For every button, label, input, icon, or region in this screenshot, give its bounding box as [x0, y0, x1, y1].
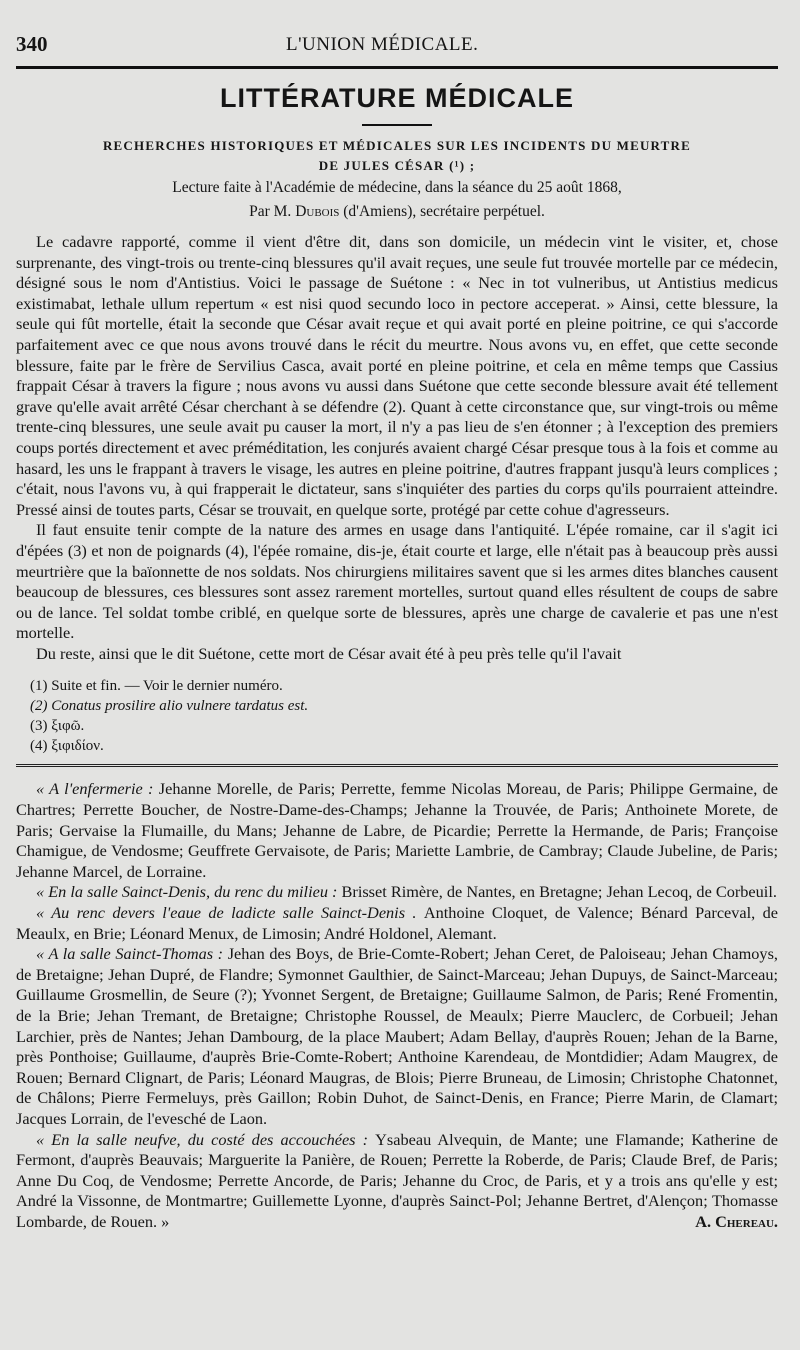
hospital-list — [16, 779, 778, 1232]
footnote — [30, 696, 778, 716]
ward-name: « Au renc devers l'eaue de ladicte salle Sainct-Denis . — [36, 903, 424, 923]
patient-names: Anthoine Cloquet, de Valence; Bénard Parceval, de Meaulx, en Brie; Léonard Menux, de Limosin; André Holdonel, Alemant. — [16, 903, 778, 943]
ward-name: « En la salle Sainct-Denis, du renc du milieu : — [36, 882, 342, 902]
footnote: (3) ξιφῶ. — [30, 718, 85, 735]
author-name: Dubois — [295, 203, 340, 220]
patient-names: Ysabeau Alvequin, de Mante; une Flamande; Katherine de Fermont, d'auprès Beauvais; Marguerite la Panière, de Rouen; Perrette la Roberde, de Paris; Claude Bref, de Paris; Anne Du Coq, de Vendosme; Perrette Ancorde, de Paris; Jehanne du Croc, de Paris, et y a trois ans qu'elle y est; André la Vissonne, de Montmartre; Guillemette Lyonne, d'auprès Sainct-Pol; Jehanne Bertret, d'Alençon; Thomasse Lombarde, de Rouen. » — [16, 1129, 778, 1231]
title-divider — [362, 124, 432, 126]
patient-names: Brisset Rimère, de Nantes, en Bretagne; Jehan Lecoq, de Corbeuil. — [341, 882, 777, 902]
header-rule — [16, 66, 778, 69]
subtitle-line-2 — [16, 200, 778, 224]
list-item — [16, 1130, 778, 1233]
patient-names: Jehanne Morelle, de Paris; Perrette, femme Nicolas Moreau, de Paris; Philippe Germaine, de Chartres; Perrette Boucher, de Nostre-Dame-des-Champs; Jehanne la Trouvée, de Paris; Anthoinete Morete, de Paris; Gervaise la Flumaille, du Mans; Jehanne de Labre, de Picardie; Perrette la Hermande, de Paris; Françoise Chamigue, de Vendosme; Geuffrete Gervaisote, de Paris; Mariette Lambrie, de Cambray; Claude Jubeline, de Paris; Jehanne Marcel, de Lorraine. — [16, 779, 779, 881]
author-signature: A. Chereau. — [695, 1211, 778, 1231]
article-subtitle — [16, 176, 778, 224]
section-separator — [16, 764, 778, 767]
list-item — [16, 882, 778, 903]
paragraph: Il faut ensuite tenir compte de la nature des armes en usage dans l'antiquité. L'épée romaine, car il s'agit ici d'épées (3) et non de poignards (4), l'épée romaine, dis-je, était courte et large, elle n'était pas à beaucoup près aussi meurtrière que la baïonnette de nos soldats. Nos chirurgiens militaires savent que si les armes dites blanches causent beaucoup de blessures, ces blessures sont assez rarement mortelles, surtout quand elles résultent de coups de sabre ou de lance. Tel soldat tombe criblé, en quelque sorte de blessures, après une charge de cavalerie et pas une n'est mortelle. — [16, 520, 778, 643]
ward-name: « En la salle neufve, du costé des accouchées : — [36, 1129, 376, 1149]
article-title-line-2: DE JULES CÉSAR (¹) ; — [318, 158, 476, 173]
list-item — [16, 903, 778, 944]
article-title — [16, 136, 778, 176]
journal-title: L'UNION MÉDICALE. — [286, 34, 479, 55]
subtitle-suffix: (d'Amiens), secrétaire perpétuel. — [339, 203, 545, 220]
paragraph: Du reste, ainsi que le dit Suétone, cette mort de César avait été à peu près telle qu'il l'avait — [36, 643, 622, 663]
running-head — [16, 28, 778, 62]
footnote: (4) ξιφιδίον. — [30, 738, 104, 755]
page-number: 340 — [16, 32, 48, 56]
article-title-line-1: RECHERCHES HISTORIQUES ET MÉDICALES SUR LES INCIDENTS DU MEURTRE — [102, 138, 692, 153]
subtitle-prefix: Par M. — [249, 203, 296, 220]
article-body — [16, 232, 778, 664]
footnotes — [30, 676, 778, 756]
footnote: (1) Suite et fin. — Voir le dernier numéro. — [30, 678, 283, 695]
paragraph: Le cadavre rapporté, comme il vient d'être dit, dans son domicile, un médecin vint le visiter, et, chose surprenante, des vingt-trois ou trente-cinq blessures qu'il avait reçues, une seule fut trouvée mortelle par ce médecin, désigné sous le nom d'Antistius. Voici le passage de Suétone : « Nec in tot vulneribus, ut Antistius medicus existimabat, lethale ullum repertum « est nisi quod secundo loco in pectore acceperat. » Ainsi, cette blessure, la seule qui fût mortelle, était la seconde que César avait reçue et qui avait porté en pleine poitrine, ce qui s'accorde parfaitement avec ce que nous avons trouvé dans le récit du meurtre. Nous avons vu, en effet, que cette seconde blessure, faite par le frère de Servilius Casca, avait porté en pleine poitrine, et cela en même temps que Cassius frappait César à travers la figure ; nous avons vu aussi dans Suétone que cette seconde blessure avait été tellement grave qu'elle avait arrêté César cherchant à se défendre (2). Quant à cette circonstance que, sur vingt-trois ou même trente-cinq blessures, une seule avait pu causer la mort, il n'y a pas lieu de s'en étonner ; à l'exception des premiers coups portés directement et avec préméditation, les conjurés avaient chargé César presque tous à la fois et comme au hasard, les uns le frappant à travers le visage, les autres en pleine poitrine, d'autres frappant jusqu'à leurs complices ; c'était, nous l'avons vu, à qui frapperait le dictateur, sans s'inquiéter des parties du corps qu'ils pourraient atteindre. Pressé ainsi de toutes parts, César se trouvait, en quelque sorte, protégé par cette cohue d'agresseurs. — [16, 232, 778, 519]
ward-name: « A la salle Sainct-Thomas : — [36, 944, 228, 964]
list-item — [16, 779, 778, 882]
patient-names: Jehan des Boys, de Brie-Comte-Robert; Jehan Ceret, de Paloiseau; Jehan Chamoys, de Bretaigne; Jehan Dupré, de Flandre; Symonnet Gaulthier, de Sainct-Marceau; Jehan Dupuys, de Sainct-Marceau; Guillaume Grosmellin, de Seure (?); Yvonnet Sergent, de Bretaigne; Guillaume Salmon, de Paris; René Fromentin, de la Brie; Jehan Tremant, de Bretaigne; Christophe Roussel, de Meaulx; Pierre Mauclerc, de Corbueil; Jehan Larchier, près de Nantes; Jehan Dambourg, de la place Maubert; Adam Bellay, d'auprès Rouen; Jehan de la Barne, près Ponthoise; Guillaume, d'auprès Brie-Comte-Robert; Anthoine Karendeau, de Montdidier; Adam Maugrex, de Rouen; Bernard Clignart, de Paris; Léonard Maugras, de Blois; Pierre Bruneau, de Limosin; Christophe Chatonnet, de Châlons; Pierre Fermeluys, près Gaillon; Robin Duhot, de Sainct-Denis, en France; Pierre Marin, de Clamart; Jacques Lorrain, de l'evesché de Laon. — [16, 944, 778, 1128]
ward-name: « A l'enfermerie : — [36, 779, 159, 799]
subtitle-line-1: Lecture faite à l'Académie de médecine, dans la séance du 25 août 1868, — [172, 179, 622, 196]
footnote-italic: (2) Conatus prosilire alio vulnere tardatus est. — [30, 698, 309, 715]
list-item — [16, 944, 778, 1129]
section-title: LITTÉRATURE MÉDICALE — [220, 83, 574, 113]
